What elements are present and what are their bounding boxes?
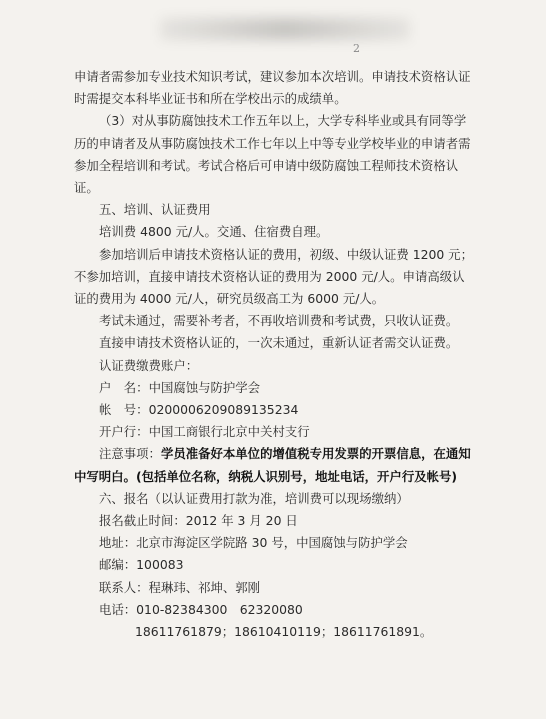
account-number-row [74, 399, 474, 421]
registration-phone-row [74, 599, 474, 621]
paragraph-retake: 考试未通过，需要补考者，不再收培训费和考试费，只收认证费。 [99, 313, 459, 329]
registration-phone-row-2 [74, 621, 474, 643]
phone-line-1: 010-82384300 62320080 [136, 601, 303, 617]
document-body [74, 66, 474, 643]
notice-row [74, 443, 474, 487]
section-heading-fees: 五、培训、认证费用 [99, 202, 211, 218]
blurred-header [160, 18, 410, 40]
paragraph-certification-fee: 参加培训后申请技术资格认证的费用，初级、中级认证费 1200 元；不参加培训，直接申请技术资格认证的费用为 2000 元/人。申请高级认证的费用为 4000 元/人，研究员级高工为 6000 元/人。 [74, 246, 473, 307]
account-name-value: 中国腐蚀与防护学会 [148, 379, 261, 395]
account-name-row [74, 377, 474, 399]
account-number-value: 0200006209089135234 [148, 402, 299, 418]
paragraph-training-fee: 培训费 4800 元/人。交通、住宿费自理。 [99, 224, 329, 240]
account-number-label: 帐 号： [99, 402, 149, 418]
account-name-label: 户 名： [99, 379, 149, 395]
account-bank-label: 开户行： [99, 424, 149, 440]
notice-label: 注意事项： [99, 446, 161, 462]
paragraph-exam-note: 申请者需参加专业技术知识考试，建议参加本次培训。申请技术资格认证时需提交本科毕业证书和所在学校出示的成绩单。 [74, 69, 471, 107]
page-number: 2 [353, 42, 360, 55]
paragraph-recert: 直接申请技术资格认证的，一次未通过，重新认证者需交认证费。 [99, 335, 459, 351]
account-bank-row [74, 421, 474, 443]
phone-label: 电话： [99, 601, 137, 617]
registration-postcode: 邮编：100083 [99, 557, 184, 573]
registration-deadline: 报名截止时间：2012 年 3 月 20 日 [99, 513, 298, 529]
section-heading-registration: 六、报名（以认证费用打款为准，培训费可以现场缴纳） [99, 490, 409, 506]
notice-text: 学员准备好本单位的增值税专用发票的开票信息，在通知中写明白。(包括单位名称，纳税人识别号，地址电话，开户行及帐号) [74, 446, 471, 484]
account-bank-value: 中国工商银行北京中关村支行 [148, 424, 310, 440]
paragraph-account-heading: 认证费缴费账户： [99, 357, 199, 373]
paragraph-item-3: （3）对从事防腐蚀技术工作五年以上，大学专科毕业或具有同等学历的申请者及从事防腐蚀技术工作七年以上中等专业学校毕业的申请者需参加全程培训和考试。考试合格后可申请中级防腐蚀工程师技术资格认证。 [74, 113, 471, 196]
registration-address: 地址：北京市海淀区学院路 30 号，中国腐蚀与防护学会 [99, 535, 408, 551]
phone-line-2: 18611761879；18610410119；18611761891。 [135, 624, 433, 640]
registration-contacts: 联系人：程琳玮、祁坤、郭刚 [99, 579, 261, 595]
